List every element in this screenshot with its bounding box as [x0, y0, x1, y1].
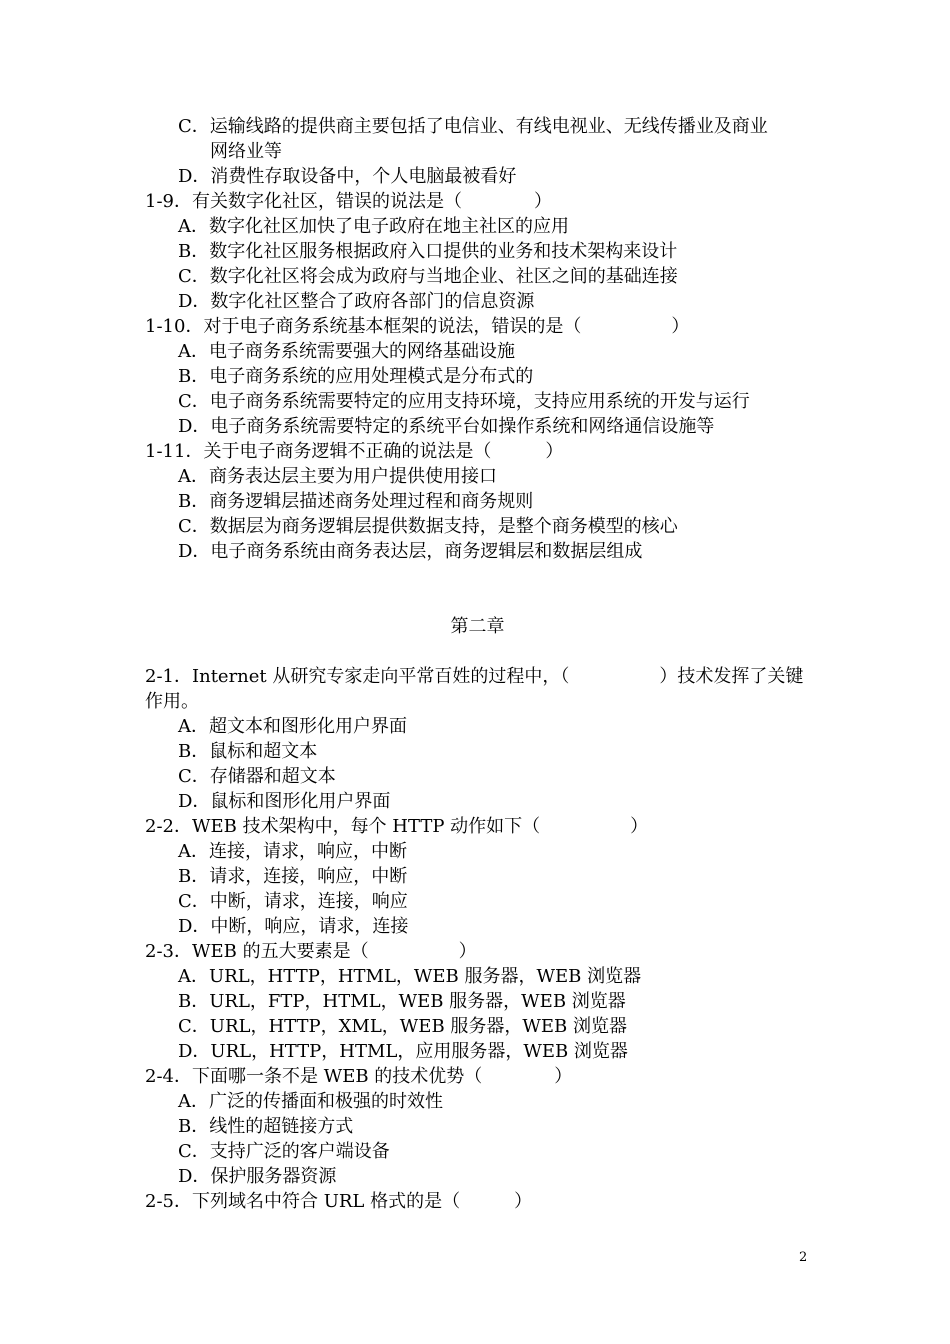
page-content [145, 114, 810, 1214]
spacer [145, 639, 810, 664]
option-q2-3-c: C．URL，HTTP，XML，WEB 服务器，WEB 浏览器 [178, 1016, 627, 1037]
option-q2-2-b: B．请求，连接，响应，中断 [178, 866, 408, 887]
option-q1-11-a: A．商务表达层主要为用户提供使用接口 [178, 466, 497, 487]
question-2-2: 2-2．WEB 技术架构中，每个 HTTP 动作如下（ ） [145, 816, 649, 837]
option-q2-1-d: D．鼠标和图形化用户界面 [178, 791, 391, 812]
option-q2-2-c: C．中断，请求，连接，响应 [178, 891, 408, 912]
option-q1-8-c-continued: 网络业等 [210, 141, 282, 162]
question-2-1-continued: 作用。 [145, 691, 199, 712]
option-q1-10-d: D．电子商务系统需要特定的系统平台如操作系统和网络通信设施等 [178, 416, 715, 437]
chapter-title: 第二章 [450, 616, 505, 637]
question-1-11: 1-11．关于电子商务逻辑不正确的说法是（ ） [145, 441, 564, 462]
question-2-1: 2-1．Internet 从研究专家走向平常百姓的过程中，（ ）技术发挥了关键 [145, 666, 804, 687]
question-2-3: 2-3．WEB 的五大要素是（ ） [145, 941, 477, 962]
option-q1-9-c: C．数字化社区将会成为政府与当地企业、社区之间的基础连接 [178, 266, 678, 287]
option-q2-1-a: A．超文本和图形化用户界面 [178, 716, 407, 737]
option-q1-11-d: D．电子商务系统由商务表达层，商务逻辑层和数据层组成 [178, 541, 643, 562]
option-q1-10-b: B．电子商务系统的应用处理模式是分布式的 [178, 366, 534, 387]
option-q1-9-b: B．数字化社区服务根据政府入口提供的业务和技术架构来设计 [178, 241, 678, 262]
option-q1-11-c: C．数据层为商务逻辑层提供数据支持，是整个商务模型的核心 [178, 516, 678, 537]
option-q1-10-c: C．电子商务系统需要特定的应用支持环境，支持应用系统的开发与运行 [178, 391, 750, 412]
option-q2-4-b: B．线性的超链接方式 [178, 1116, 354, 1137]
option-q2-2-d: D．中断，响应，请求，连接 [178, 916, 409, 937]
option-q2-3-a: A．URL，HTTP，HTML，WEB 服务器，WEB 浏览器 [178, 966, 642, 987]
spacer [145, 564, 810, 614]
option-q2-4-d: D．保护服务器资源 [178, 1166, 337, 1187]
question-1-10: 1-10．对于电子商务系统基本框架的说法，错误的是（ ） [145, 316, 690, 337]
option-q1-8-c: C．运输线路的提供商主要包括了电信业、有线电视业、无线传播业及商业 [178, 116, 768, 137]
page-number: 2 [799, 1250, 808, 1265]
option-q1-8-d: D．消费性存取设备中，个人电脑最被看好 [178, 166, 517, 187]
option-q2-3-b: B．URL，FTP，HTML，WEB 服务器，WEB 浏览器 [178, 991, 626, 1012]
option-q1-9-a: A．数字化社区加快了电子政府在地主社区的应用 [178, 216, 569, 237]
option-q1-10-a: A．电子商务系统需要强大的网络基础设施 [178, 341, 515, 362]
option-q1-9-d: D．数字化社区整合了政府各部门的信息资源 [178, 291, 535, 312]
option-q2-1-c: C．存储器和超文本 [178, 766, 336, 787]
option-q2-3-d: D．URL，HTTP，HTML，应用服务器，WEB 浏览器 [178, 1041, 628, 1062]
option-q1-11-b: B．商务逻辑层描述商务处理过程和商务规则 [178, 491, 534, 512]
question-2-5: 2-5．下列域名中符合 URL 格式的是（ ） [145, 1191, 533, 1212]
option-q2-1-b: B．鼠标和超文本 [178, 741, 318, 762]
option-q2-4-a: A．广泛的传播面和极强的时效性 [178, 1091, 443, 1112]
option-q2-4-c: C．支持广泛的客户端设备 [178, 1141, 390, 1162]
question-1-9: 1-9．有关数字化社区，错误的说法是（ ） [145, 191, 552, 212]
option-q2-2-a: A．连接，请求，响应，中断 [178, 841, 407, 862]
question-2-4: 2-4．下面哪一条不是 WEB 的技术优势（ ） [145, 1066, 573, 1087]
